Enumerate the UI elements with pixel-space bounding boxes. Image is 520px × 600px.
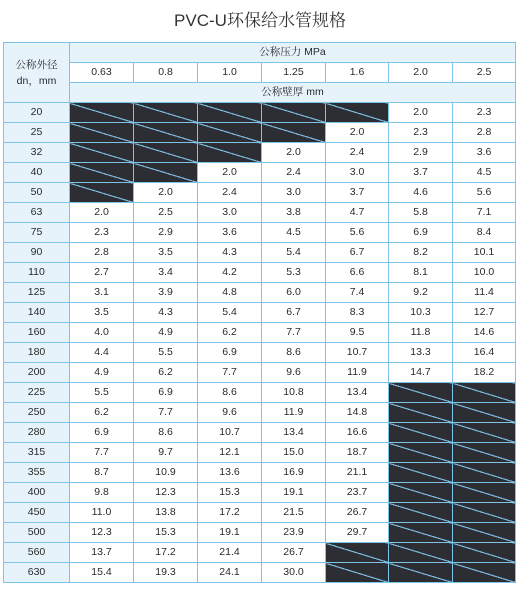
unavailable-cell bbox=[389, 563, 453, 583]
thickness-cell: 15.4 bbox=[70, 563, 134, 583]
thickness-cell: 12.3 bbox=[134, 483, 198, 503]
thickness-cell: 9.2 bbox=[389, 283, 453, 303]
unavailable-cell bbox=[453, 423, 516, 443]
thickness-cell: 18.2 bbox=[453, 363, 516, 383]
thickness-cell: 10.7 bbox=[198, 423, 262, 443]
dn-cell: 355 bbox=[4, 463, 70, 483]
thickness-cell: 8.4 bbox=[453, 223, 516, 243]
unavailable-cell bbox=[453, 443, 516, 463]
thickness-cell: 8.6 bbox=[198, 383, 262, 403]
thickness-cell: 2.3 bbox=[453, 103, 516, 123]
thickness-cell: 3.0 bbox=[326, 163, 389, 183]
dn-cell: 560 bbox=[4, 543, 70, 563]
thickness-cell: 2.5 bbox=[134, 203, 198, 223]
table-row bbox=[4, 263, 516, 283]
thickness-cell: 2.9 bbox=[134, 223, 198, 243]
table-row bbox=[4, 103, 516, 123]
dn-cell: 90 bbox=[4, 243, 70, 263]
thickness-cell: 6.9 bbox=[389, 223, 453, 243]
thickness-cell: 4.0 bbox=[70, 323, 134, 343]
thickness-cell: 13.3 bbox=[389, 343, 453, 363]
thickness-cell: 6.0 bbox=[262, 283, 326, 303]
thickness-cell: 4.9 bbox=[70, 363, 134, 383]
thickness-cell: 3.6 bbox=[198, 223, 262, 243]
unavailable-cell bbox=[453, 503, 516, 523]
thickness-cell: 16.6 bbox=[326, 423, 389, 443]
table-row bbox=[4, 143, 516, 163]
unavailable-cell bbox=[389, 403, 453, 423]
thickness-cell: 6.2 bbox=[70, 403, 134, 423]
page-title: PVC-U环保给水管规格 bbox=[174, 11, 346, 30]
unavailable-cell bbox=[134, 123, 198, 143]
thickness-cell: 8.6 bbox=[262, 343, 326, 363]
unavailable-cell bbox=[389, 503, 453, 523]
dn-cell: 315 bbox=[4, 443, 70, 463]
unavailable-cell bbox=[389, 463, 453, 483]
thickness-cell: 15.3 bbox=[198, 483, 262, 503]
thickness-cell: 4.6 bbox=[389, 183, 453, 203]
thickness-cell: 16.9 bbox=[262, 463, 326, 483]
thickness-cell: 11.9 bbox=[262, 403, 326, 423]
thickness-cell: 13.4 bbox=[326, 383, 389, 403]
header-row-pressure-label bbox=[4, 43, 516, 63]
unavailable-cell bbox=[389, 483, 453, 503]
thickness-cell: 4.2 bbox=[198, 263, 262, 283]
table-row bbox=[4, 223, 516, 243]
thickness-cell: 3.6 bbox=[453, 143, 516, 163]
thickness-cell: 11.9 bbox=[326, 363, 389, 383]
thickness-cell: 19.3 bbox=[134, 563, 198, 583]
unavailable-cell bbox=[134, 143, 198, 163]
table-row bbox=[4, 303, 516, 323]
table-row bbox=[4, 283, 516, 303]
table-row bbox=[4, 543, 516, 563]
table-row bbox=[4, 403, 516, 423]
thickness-cell: 3.5 bbox=[70, 303, 134, 323]
table-row bbox=[4, 383, 516, 403]
thickness-cell: 7.7 bbox=[70, 443, 134, 463]
thickness-cell: 8.1 bbox=[389, 263, 453, 283]
unavailable-cell bbox=[453, 403, 516, 423]
unavailable-cell bbox=[198, 103, 262, 123]
thickness-cell: 14.7 bbox=[389, 363, 453, 383]
thickness-cell: 8.6 bbox=[134, 423, 198, 443]
dn-cell: 200 bbox=[4, 363, 70, 383]
thickness-cell: 6.9 bbox=[134, 383, 198, 403]
thickness-cell: 6.9 bbox=[70, 423, 134, 443]
thickness-cell: 2.4 bbox=[262, 163, 326, 183]
pressure-cell: 1.6 bbox=[326, 63, 389, 83]
thickness-cell: 7.1 bbox=[453, 203, 516, 223]
dn-cell: 500 bbox=[4, 523, 70, 543]
thickness-cell: 23.7 bbox=[326, 483, 389, 503]
dn-cell: 450 bbox=[4, 503, 70, 523]
thickness-cell: 21.1 bbox=[326, 463, 389, 483]
thickness-cell: 7.7 bbox=[134, 403, 198, 423]
thickness-cell: 6.6 bbox=[326, 263, 389, 283]
thickness-cell: 3.7 bbox=[326, 183, 389, 203]
thickness-cell: 2.0 bbox=[389, 103, 453, 123]
thickness-cell: 5.4 bbox=[198, 303, 262, 323]
unavailable-cell bbox=[326, 563, 389, 583]
pressure-cell: 2.0 bbox=[389, 63, 453, 83]
thickness-cell: 9.5 bbox=[326, 323, 389, 343]
thickness-cell: 12.1 bbox=[198, 443, 262, 463]
table-row bbox=[4, 343, 516, 363]
dn-cell: 32 bbox=[4, 143, 70, 163]
thickness-cell: 11.0 bbox=[70, 503, 134, 523]
thickness-cell: 21.5 bbox=[262, 503, 326, 523]
dn-cell: 180 bbox=[4, 343, 70, 363]
dn-cell: 225 bbox=[4, 383, 70, 403]
table-row bbox=[4, 323, 516, 343]
table-row bbox=[4, 463, 516, 483]
dn-cell: 280 bbox=[4, 423, 70, 443]
unavailable-cell bbox=[198, 123, 262, 143]
thickness-cell: 5.5 bbox=[134, 343, 198, 363]
table-row bbox=[4, 423, 516, 443]
dn-cell: 400 bbox=[4, 483, 70, 503]
thickness-cell: 6.2 bbox=[198, 323, 262, 343]
thickness-cell: 14.6 bbox=[453, 323, 516, 343]
thickness-cell: 2.4 bbox=[326, 143, 389, 163]
thickness-header: 公称壁厚 mm bbox=[70, 83, 516, 103]
dn-cell: 50 bbox=[4, 183, 70, 203]
thickness-cell: 2.8 bbox=[70, 243, 134, 263]
dn-cell: 25 bbox=[4, 123, 70, 143]
unavailable-cell bbox=[326, 103, 389, 123]
dn-label-line1: 公称外径 bbox=[15, 58, 58, 71]
thickness-cell: 9.6 bbox=[262, 363, 326, 383]
thickness-cell: 26.7 bbox=[262, 543, 326, 563]
unavailable-cell bbox=[453, 563, 516, 583]
thickness-cell: 10.9 bbox=[134, 463, 198, 483]
thickness-cell: 2.0 bbox=[262, 143, 326, 163]
thickness-cell: 2.3 bbox=[389, 123, 453, 143]
thickness-cell: 4.7 bbox=[326, 203, 389, 223]
thickness-cell: 10.0 bbox=[453, 263, 516, 283]
thickness-cell: 5.4 bbox=[262, 243, 326, 263]
thickness-cell: 21.4 bbox=[198, 543, 262, 563]
table-row bbox=[4, 123, 516, 143]
thickness-cell: 4.3 bbox=[134, 303, 198, 323]
thickness-cell: 2.9 bbox=[389, 143, 453, 163]
unavailable-cell bbox=[389, 423, 453, 443]
unavailable-cell bbox=[70, 123, 134, 143]
thickness-cell: 15.3 bbox=[134, 523, 198, 543]
pressure-cell: 1.0 bbox=[198, 63, 262, 83]
thickness-cell: 24.1 bbox=[198, 563, 262, 583]
dn-cell: 140 bbox=[4, 303, 70, 323]
thickness-cell: 17.2 bbox=[198, 503, 262, 523]
dn-cell: 40 bbox=[4, 163, 70, 183]
pressure-cell: 1.25 bbox=[262, 63, 326, 83]
dn-header-cell bbox=[4, 43, 70, 103]
table-row bbox=[4, 183, 516, 203]
dn-label-line2: dn，mm bbox=[16, 74, 57, 87]
thickness-cell: 11.4 bbox=[453, 283, 516, 303]
thickness-cell: 13.8 bbox=[134, 503, 198, 523]
thickness-cell: 5.3 bbox=[262, 263, 326, 283]
thickness-cell: 2.8 bbox=[453, 123, 516, 143]
unavailable-cell bbox=[389, 543, 453, 563]
thickness-cell: 2.0 bbox=[326, 123, 389, 143]
thickness-cell: 18.7 bbox=[326, 443, 389, 463]
thickness-cell: 17.2 bbox=[134, 543, 198, 563]
pressure-cell: 0.8 bbox=[134, 63, 198, 83]
thickness-cell: 13.4 bbox=[262, 423, 326, 443]
dn-cell: 63 bbox=[4, 203, 70, 223]
thickness-cell: 10.8 bbox=[262, 383, 326, 403]
thickness-cell: 6.9 bbox=[198, 343, 262, 363]
thickness-cell: 13.7 bbox=[70, 543, 134, 563]
thickness-cell: 15.0 bbox=[262, 443, 326, 463]
thickness-cell: 4.8 bbox=[198, 283, 262, 303]
unavailable-cell bbox=[70, 183, 134, 203]
thickness-cell: 13.6 bbox=[198, 463, 262, 483]
table-row bbox=[4, 243, 516, 263]
thickness-cell: 10.1 bbox=[453, 243, 516, 263]
table-row bbox=[4, 443, 516, 463]
unavailable-cell bbox=[134, 103, 198, 123]
unavailable-cell bbox=[453, 463, 516, 483]
thickness-cell: 4.5 bbox=[453, 163, 516, 183]
thickness-cell: 2.3 bbox=[70, 223, 134, 243]
thickness-cell: 4.3 bbox=[198, 243, 262, 263]
thickness-cell: 2.4 bbox=[198, 183, 262, 203]
thickness-cell: 19.1 bbox=[198, 523, 262, 543]
unavailable-cell bbox=[70, 143, 134, 163]
thickness-cell: 12.7 bbox=[453, 303, 516, 323]
unavailable-cell bbox=[70, 103, 134, 123]
dn-cell: 630 bbox=[4, 563, 70, 583]
thickness-cell: 6.7 bbox=[326, 243, 389, 263]
thickness-cell: 3.0 bbox=[262, 183, 326, 203]
table-row bbox=[4, 523, 516, 543]
dn-cell: 75 bbox=[4, 223, 70, 243]
pressure-header: 公称压力 MPa bbox=[70, 43, 516, 63]
thickness-cell: 6.7 bbox=[262, 303, 326, 323]
thickness-cell: 4.9 bbox=[134, 323, 198, 343]
thickness-cell: 8.2 bbox=[389, 243, 453, 263]
thickness-cell: 3.0 bbox=[198, 203, 262, 223]
table-row bbox=[4, 483, 516, 503]
thickness-cell: 7.7 bbox=[198, 363, 262, 383]
thickness-cell: 4.4 bbox=[70, 343, 134, 363]
spec-table bbox=[3, 42, 516, 583]
thickness-cell: 3.7 bbox=[389, 163, 453, 183]
thickness-cell: 3.8 bbox=[262, 203, 326, 223]
thickness-cell: 19.1 bbox=[262, 483, 326, 503]
unavailable-cell bbox=[70, 163, 134, 183]
thickness-cell: 3.5 bbox=[134, 243, 198, 263]
thickness-cell: 9.6 bbox=[198, 403, 262, 423]
thickness-cell: 6.2 bbox=[134, 363, 198, 383]
thickness-cell: 10.7 bbox=[326, 343, 389, 363]
thickness-cell: 12.3 bbox=[70, 523, 134, 543]
table-row bbox=[4, 503, 516, 523]
thickness-cell: 5.8 bbox=[389, 203, 453, 223]
thickness-cell: 10.3 bbox=[389, 303, 453, 323]
dn-cell: 110 bbox=[4, 263, 70, 283]
unavailable-cell bbox=[262, 123, 326, 143]
unavailable-cell bbox=[453, 523, 516, 543]
dn-cell: 160 bbox=[4, 323, 70, 343]
unavailable-cell bbox=[453, 383, 516, 403]
header-row-thickness-label bbox=[4, 83, 516, 103]
dn-cell: 250 bbox=[4, 403, 70, 423]
thickness-cell: 2.7 bbox=[70, 263, 134, 283]
unavailable-cell bbox=[262, 103, 326, 123]
unavailable-cell bbox=[389, 443, 453, 463]
thickness-cell: 2.0 bbox=[198, 163, 262, 183]
unavailable-cell bbox=[453, 483, 516, 503]
thickness-cell: 3.4 bbox=[134, 263, 198, 283]
pressure-cell: 0.63 bbox=[70, 63, 134, 83]
unavailable-cell bbox=[453, 543, 516, 563]
thickness-cell: 29.7 bbox=[326, 523, 389, 543]
thickness-cell: 2.0 bbox=[70, 203, 134, 223]
thickness-cell: 8.3 bbox=[326, 303, 389, 323]
pressure-cell: 2.5 bbox=[453, 63, 516, 83]
unavailable-cell bbox=[326, 543, 389, 563]
thickness-cell: 30.0 bbox=[262, 563, 326, 583]
unavailable-cell bbox=[389, 383, 453, 403]
thickness-cell: 2.0 bbox=[134, 183, 198, 203]
thickness-cell: 5.6 bbox=[453, 183, 516, 203]
thickness-cell: 26.7 bbox=[326, 503, 389, 523]
thickness-cell: 7.4 bbox=[326, 283, 389, 303]
spec-table-body bbox=[4, 43, 516, 583]
unavailable-cell bbox=[198, 143, 262, 163]
header-row-pressures bbox=[4, 63, 516, 83]
table-row bbox=[4, 363, 516, 383]
thickness-cell: 9.7 bbox=[134, 443, 198, 463]
thickness-cell: 16.4 bbox=[453, 343, 516, 363]
dn-cell: 20 bbox=[4, 103, 70, 123]
thickness-cell: 5.6 bbox=[326, 223, 389, 243]
dn-cell: 125 bbox=[4, 283, 70, 303]
unavailable-cell bbox=[134, 163, 198, 183]
unavailable-cell bbox=[389, 523, 453, 543]
thickness-cell: 3.1 bbox=[70, 283, 134, 303]
thickness-cell: 3.9 bbox=[134, 283, 198, 303]
thickness-cell: 8.7 bbox=[70, 463, 134, 483]
thickness-cell: 14.8 bbox=[326, 403, 389, 423]
thickness-cell: 23.9 bbox=[262, 523, 326, 543]
table-row bbox=[4, 203, 516, 223]
thickness-cell: 4.5 bbox=[262, 223, 326, 243]
thickness-cell: 7.7 bbox=[262, 323, 326, 343]
thickness-cell: 5.5 bbox=[70, 383, 134, 403]
thickness-cell: 9.8 bbox=[70, 483, 134, 503]
table-row bbox=[4, 563, 516, 583]
table-row bbox=[4, 163, 516, 183]
thickness-cell: 11.8 bbox=[389, 323, 453, 343]
